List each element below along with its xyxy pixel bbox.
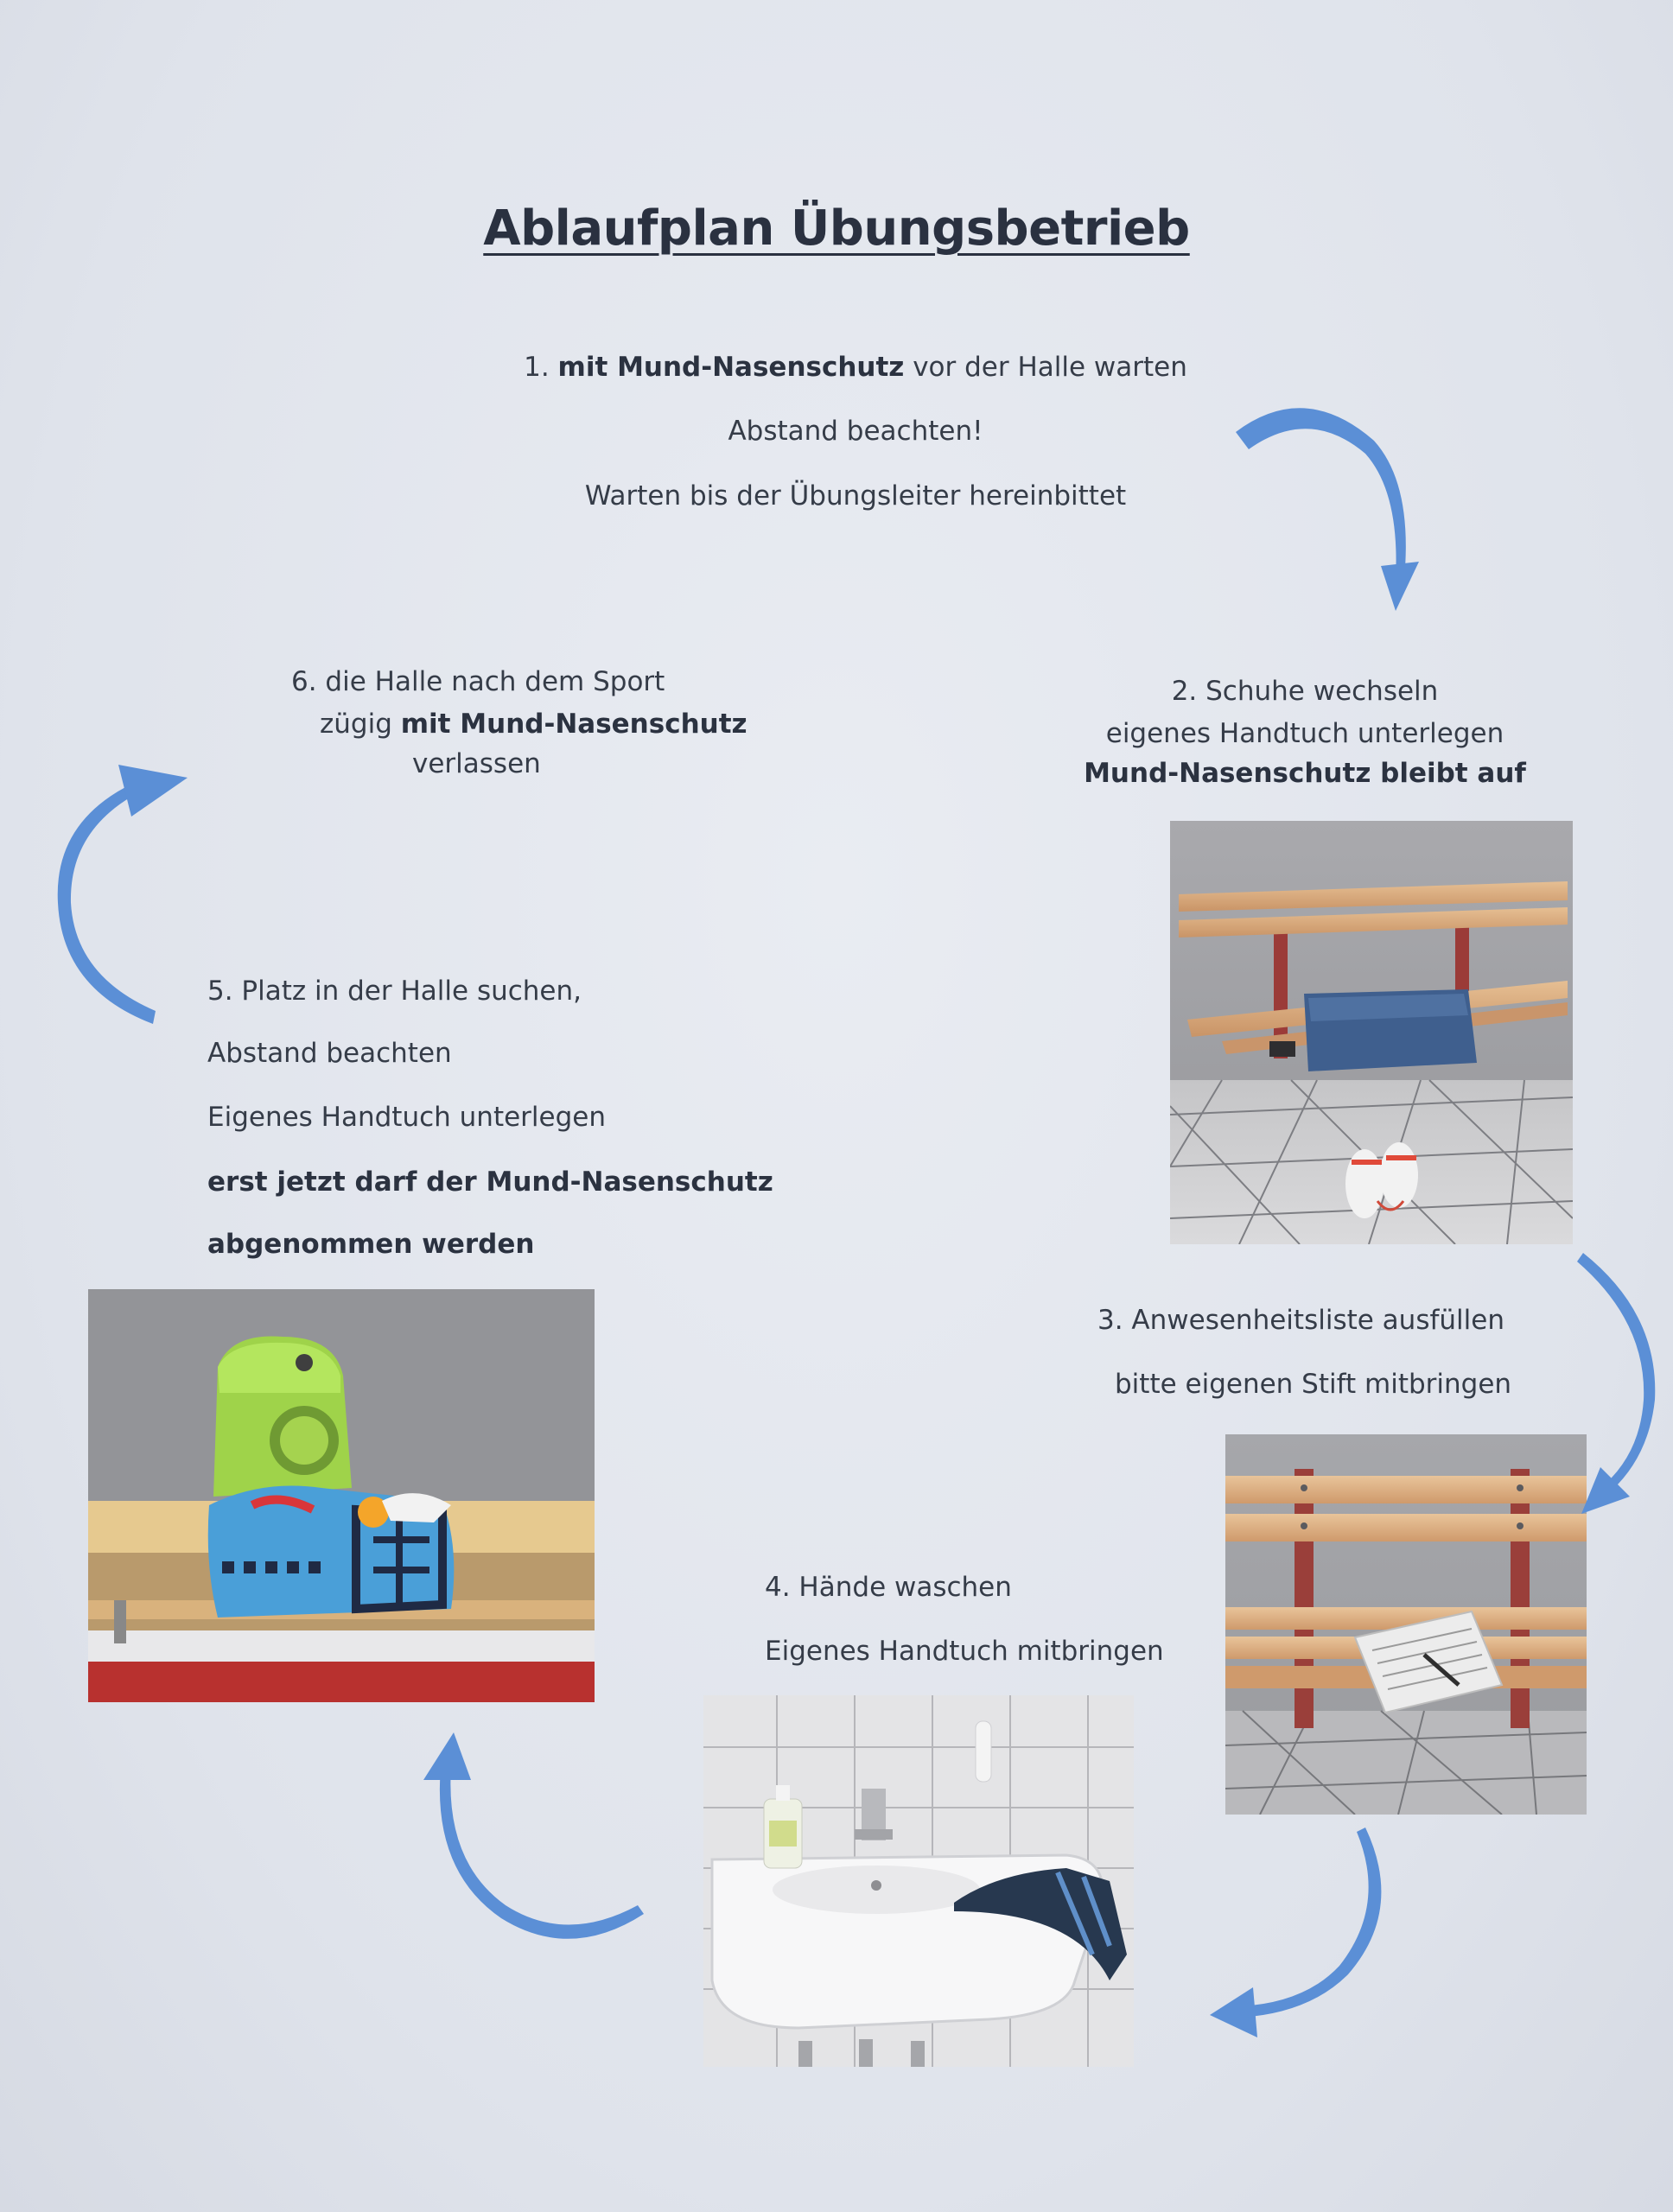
step5-line5: abgenommen werden [207, 1229, 535, 1260]
step5-line2: Abstand beachten [207, 1038, 452, 1069]
backpack-bench-photo [88, 1289, 595, 1702]
step4-line2: Eigenes Handtuch mitbringen [765, 1636, 1164, 1667]
bench-shoes-illustration [1170, 821, 1573, 1244]
bench-shoes-photo [1170, 821, 1573, 1244]
bench-clipboard-photo [1225, 1434, 1587, 1815]
step2-line3: Mund-Nasenschutz bleibt auf [1084, 758, 1526, 789]
step6-line2: zügig mit Mund-Nasenschutz [320, 709, 747, 740]
step1-line2: Abstand beachten! [728, 416, 983, 447]
step1-line3: Warten bis der Übungsleiter hereinbittet [584, 480, 1127, 512]
arrow-step3-to-step4 [1205, 1823, 1413, 2039]
arrow-step5-to-step6 [54, 747, 200, 1033]
step5-line4: erst jetzt darf der Mund-Nasenschutz [207, 1166, 773, 1198]
step3-line2: bitte eigenen Stift mitbringen [1115, 1369, 1512, 1400]
arrow-step4-to-step5 [406, 1728, 648, 1944]
step6-line3: verlassen [412, 748, 541, 779]
bench-clipboard-illustration [1225, 1434, 1587, 1815]
step4-line1: 4. Hände waschen [765, 1572, 1012, 1603]
step2-line1: 2. Schuhe wechseln [1171, 676, 1439, 707]
arrow-step2-to-step3 [1573, 1244, 1668, 1529]
step3-line1: 3. Anwesenheitsliste ausfüllen [1097, 1305, 1504, 1336]
step2-line2: eigenes Handtuch unterlegen [1105, 718, 1504, 749]
arrow-step1-to-step2 [1227, 393, 1443, 626]
backpack-bench-illustration [88, 1289, 595, 1702]
sink-photo [703, 1695, 1134, 2067]
sink-illustration [703, 1695, 1134, 2067]
step6-line1: 6. die Halle nach dem Sport [291, 666, 665, 697]
step5-line3: Eigenes Handtuch unterlegen [207, 1102, 607, 1133]
page-title: Ablaufplan Übungsbetrieb [483, 200, 1190, 257]
step5-line1: 5. Platz in der Halle suchen, [207, 976, 582, 1007]
step1-line1: 1. mit Mund-Nasenschutz vor der Halle warten [524, 352, 1187, 383]
